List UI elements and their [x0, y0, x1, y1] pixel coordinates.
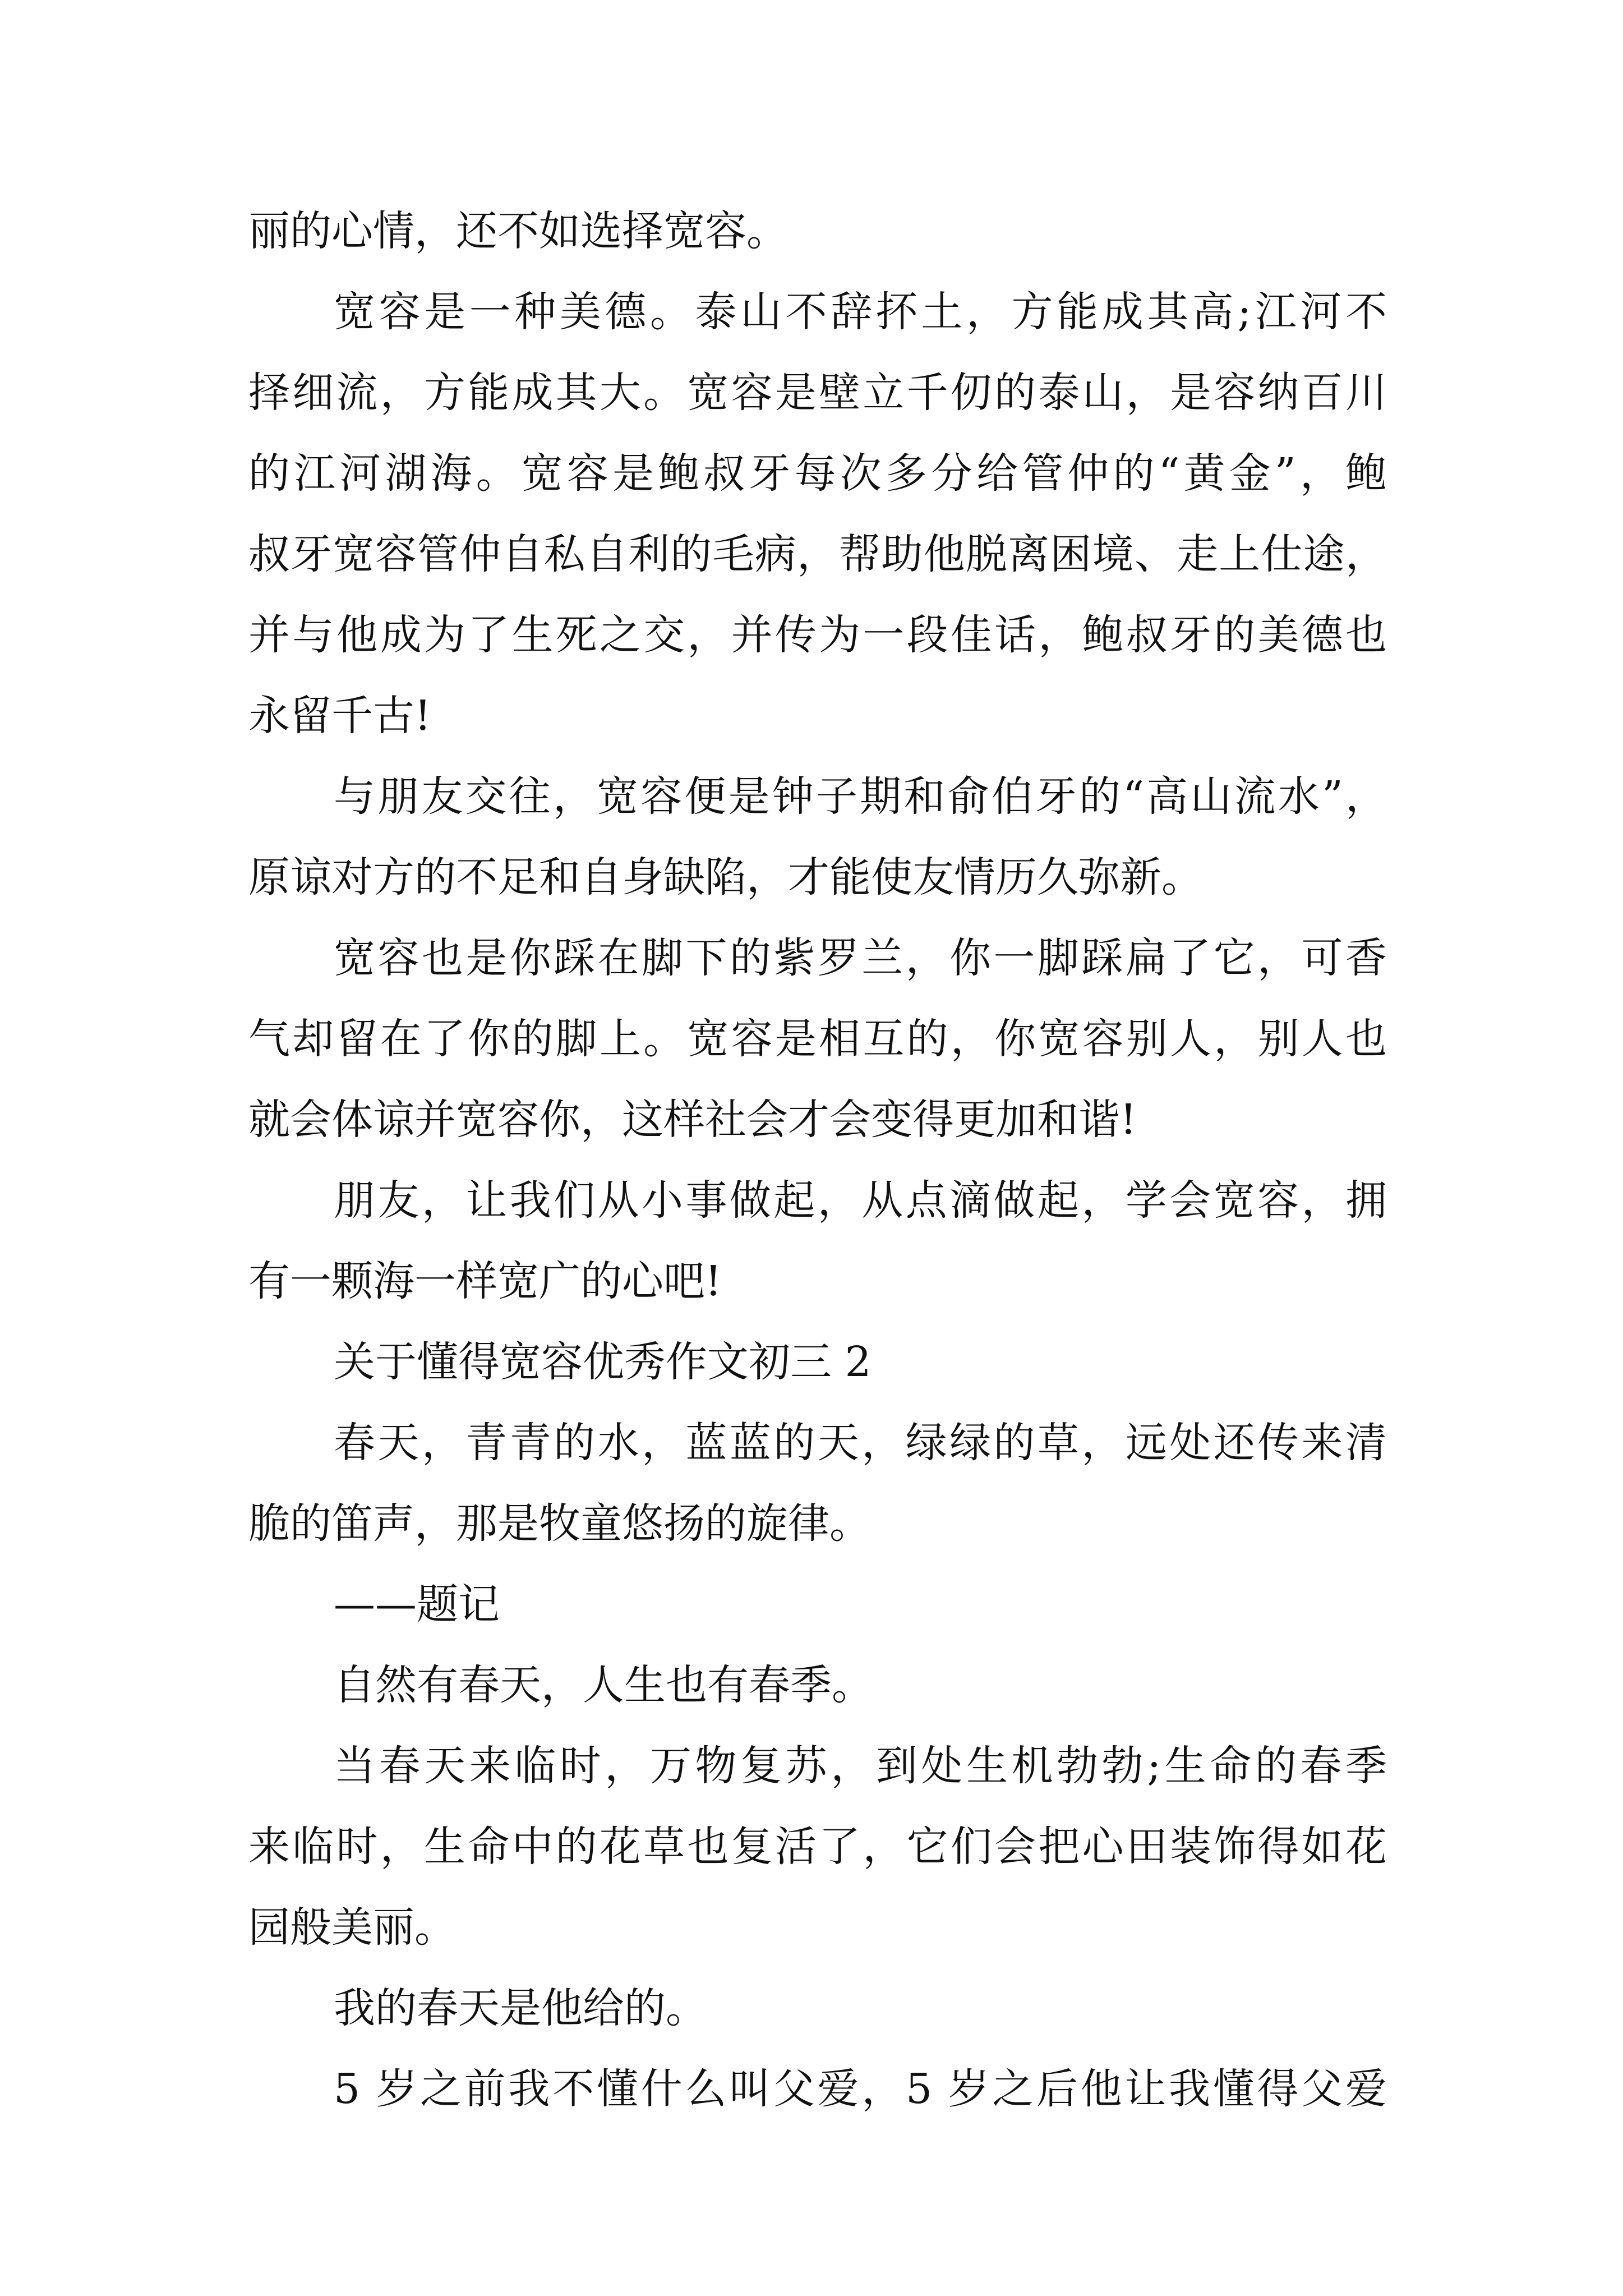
text-line: 的江河湖海。宽容是鲍叔牙每次多分给管仲的“黄金”，鲍	[248, 449, 1387, 498]
text-line: 气却留在了你的脚上。宽容是相互的，你宽容别人，别人也	[248, 1015, 1387, 1063]
text-line: 与朋友交往，宽容便是钟子期和俞伯牙的“高山流水”，	[334, 772, 1387, 821]
text-line: 丽的心情，还不如选择宽容。	[248, 207, 788, 255]
text-line: 来临时，生命中的花草也复活了，它们会把心田装饰得如花	[248, 1823, 1387, 1871]
document-body	[248, 191, 1387, 2129]
paragraph	[248, 1645, 1387, 1726]
text-line: 并与他成为了生死之交，并传为一段佳话，鲍叔牙的美德也	[248, 611, 1387, 659]
text-line: 朋友，让我们从小事做起，从点滴做起，学会宽容，拥	[334, 1176, 1387, 1225]
text-line: 春天，青青的水，蓝蓝的天，绿绿的草，远处还传来清	[334, 1419, 1387, 1467]
paragraph	[248, 1726, 1387, 1968]
text-line: 当春天来临时，万物复苏，到处生机勃勃;生命的春季	[334, 1742, 1387, 1790]
paragraph	[248, 191, 1387, 272]
paragraph	[248, 272, 1387, 756]
paragraph	[248, 1160, 1387, 1322]
paragraph	[248, 2049, 1387, 2129]
paragraph	[248, 756, 1387, 918]
text-line: 就会体谅并宽容你，这样社会才会变得更加和谐!	[248, 1096, 1137, 1144]
text-line: 原谅对方的不足和自身缺陷，才能使友情历久弥新。	[248, 853, 1203, 901]
text-line: 5 岁之前我不懂什么叫父爱，5 岁之后他让我懂得父爱	[334, 2065, 1387, 2113]
section-heading	[248, 1322, 1387, 1402]
paragraph	[248, 1402, 1387, 1564]
text-line: 择细流，方能成其大。宽容是壁立千仞的泰山，是容纳百川	[248, 369, 1387, 417]
text-line: 叔牙宽容管仲自私自利的毛病，帮助他脱离困境、走上仕途，	[248, 530, 1387, 578]
heading-line: 关于懂得宽容优秀作文初三 2	[334, 1338, 872, 1386]
text-line: 自然有春天，人生也有春季。	[334, 1661, 873, 1709]
text-line: 园般美丽。	[248, 1903, 456, 1952]
paragraph	[248, 918, 1387, 1160]
text-line: 我的春天是他给的。	[334, 1984, 707, 2032]
text-line: 永留千古!	[248, 692, 431, 740]
text-line: 脆的笛声，那是牧童悠扬的旋律。	[248, 1499, 871, 1548]
paragraph	[248, 1968, 1387, 2049]
text-line: 宽容是一种美德。泰山不辞抔土，方能成其高;江河不	[334, 288, 1387, 336]
text-line: ——题记	[334, 1580, 500, 1628]
epigraph-attribution	[248, 1564, 1387, 1645]
text-line: 宽容也是你踩在脚下的紫罗兰，你一脚踩扁了它，可香	[334, 934, 1387, 982]
text-line: 有一颗海一样宽广的心吧!	[248, 1257, 722, 1305]
